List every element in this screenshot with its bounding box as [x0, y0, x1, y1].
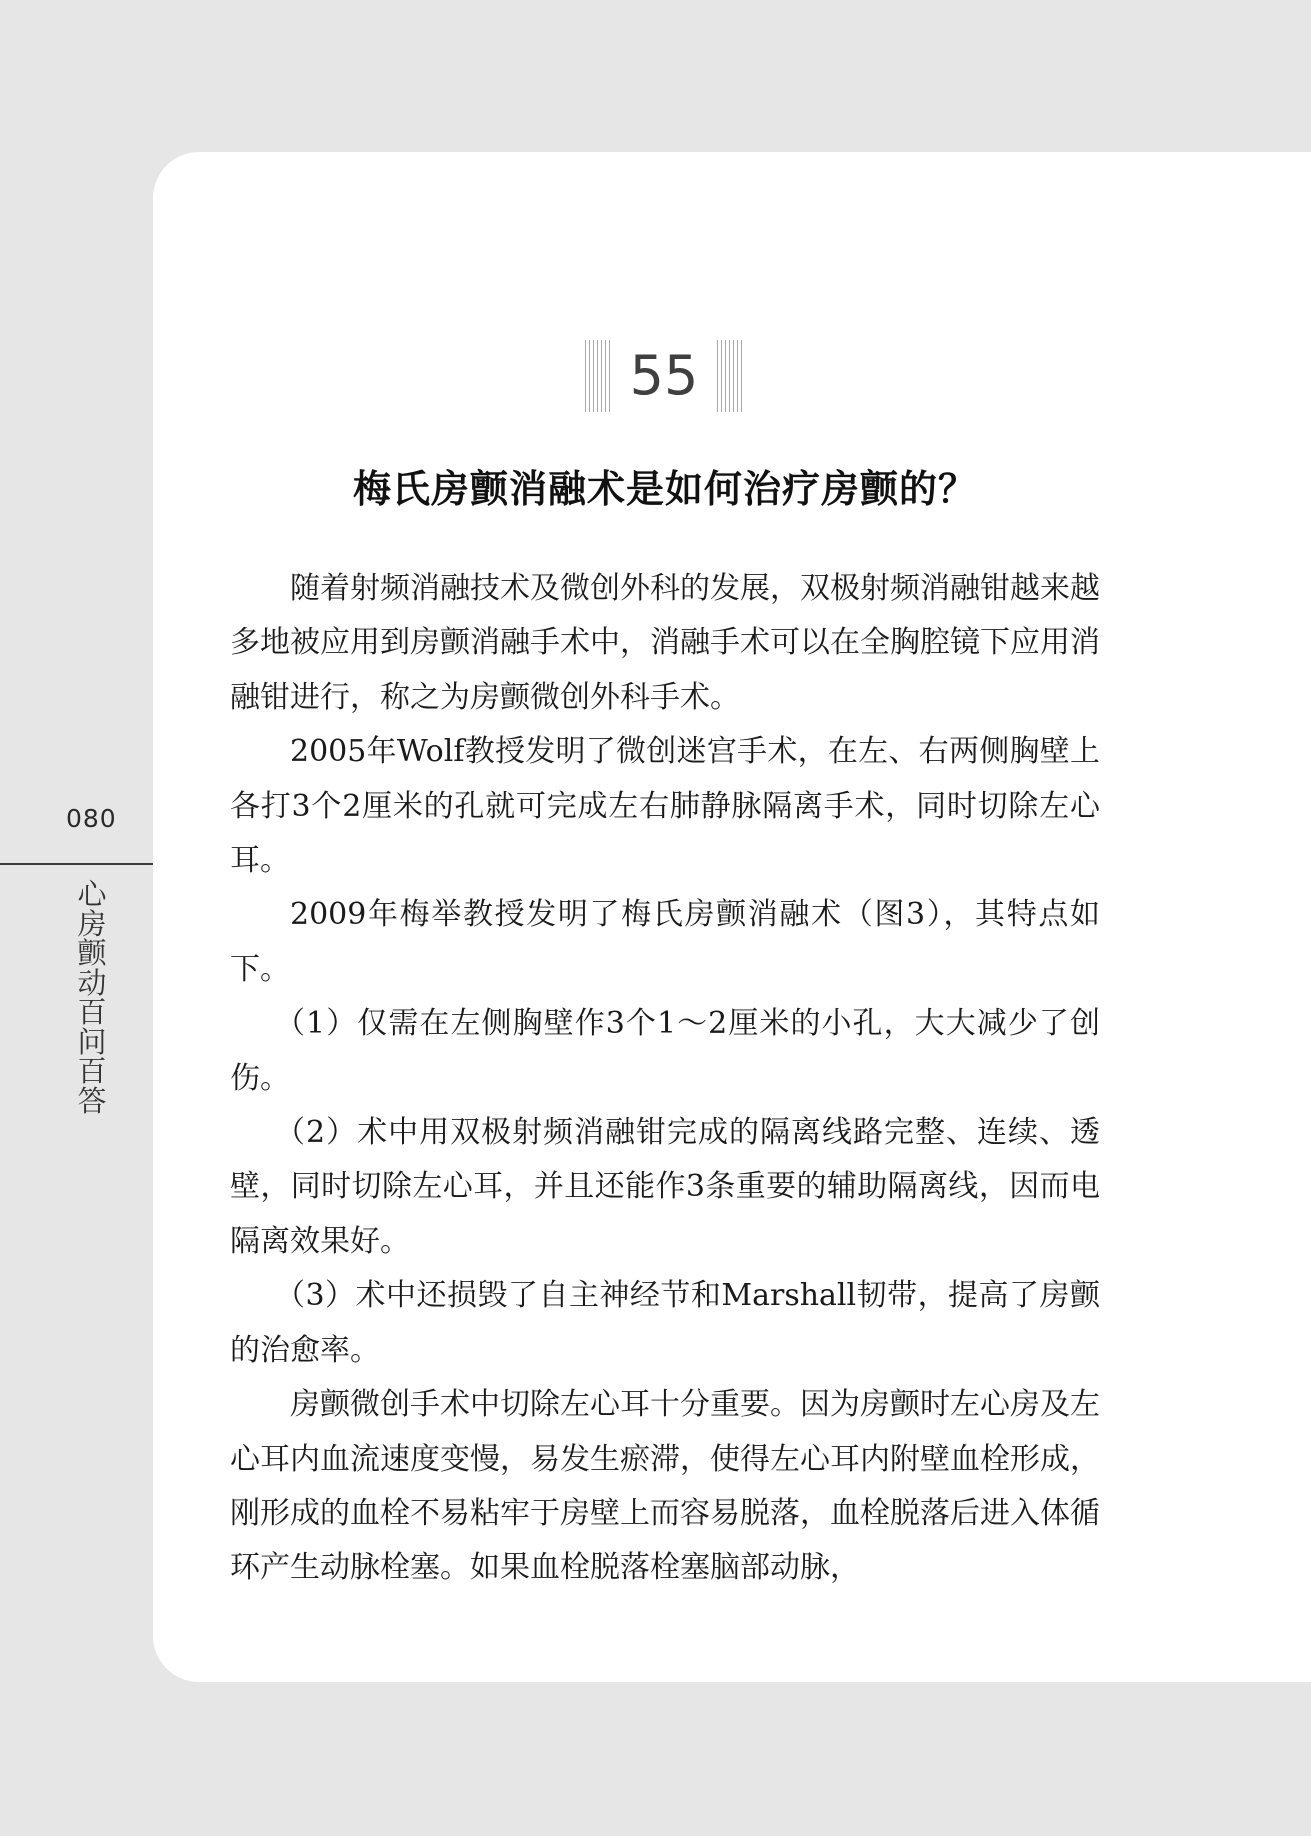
list-item-2: （2）术中用双极射频消融钳完成的隔离线路完整、连续、透壁，同时切除左心耳，并且还能作3条重要的辅助隔离线，因而电隔离效果好。: [230, 1115, 1100, 1259]
answer-body: [230, 562, 1100, 1596]
paragraph-left-atrial-appendage: 房颤微创手术中切除左心耳十分重要。因为房颤时左心房及左心耳内血流速度变慢，易发生瘀滞，使得左心耳内附壁血栓形成，刚形成的血栓不易粘牢于房壁上而容易脱落，血栓脱落后进入体循环产生动脉栓塞。如果血栓脱落栓塞脑部动脉，: [230, 1387, 1100, 1586]
margin-divider: [0, 863, 153, 865]
list-item-3: （3）术中还损毁了自主神经节和Marshall韧带，提高了房颤的治愈率。: [230, 1278, 1100, 1368]
decorative-lines-right: [717, 340, 743, 412]
paragraph-intro: 随着射频消融技术及微创外科的发展，双极射频消融钳越来越多地被应用到房颤消融手术中，消融手术可以在全胸腔镜下应用消融钳进行，称之为房颤微创外科手术。: [230, 571, 1100, 715]
paragraph-mei: 2009年梅举教授发明了梅氏房颤消融术（图3），其特点如下。: [230, 897, 1100, 987]
list-item-1: （1）仅需在左侧胸壁作3个1～2厘米的小孔，大大减少了创伤。: [230, 1006, 1100, 1096]
page-number: 080: [66, 804, 117, 833]
question-number: 55: [629, 344, 699, 407]
decorative-lines-left: [585, 340, 611, 412]
paragraph-wolf: 2005年Wolf教授发明了微创迷宫手术，在左、右两侧胸壁上各打3个2厘米的孔就可完成左右肺静脉隔离手术，同时切除左心耳。: [230, 734, 1100, 879]
question-title: 梅氏房颤消融术是如何治疗房颤的？: [352, 467, 977, 511]
running-book-title: 心房颤动百问百答: [77, 877, 107, 1118]
question-number-block: [585, 340, 743, 412]
